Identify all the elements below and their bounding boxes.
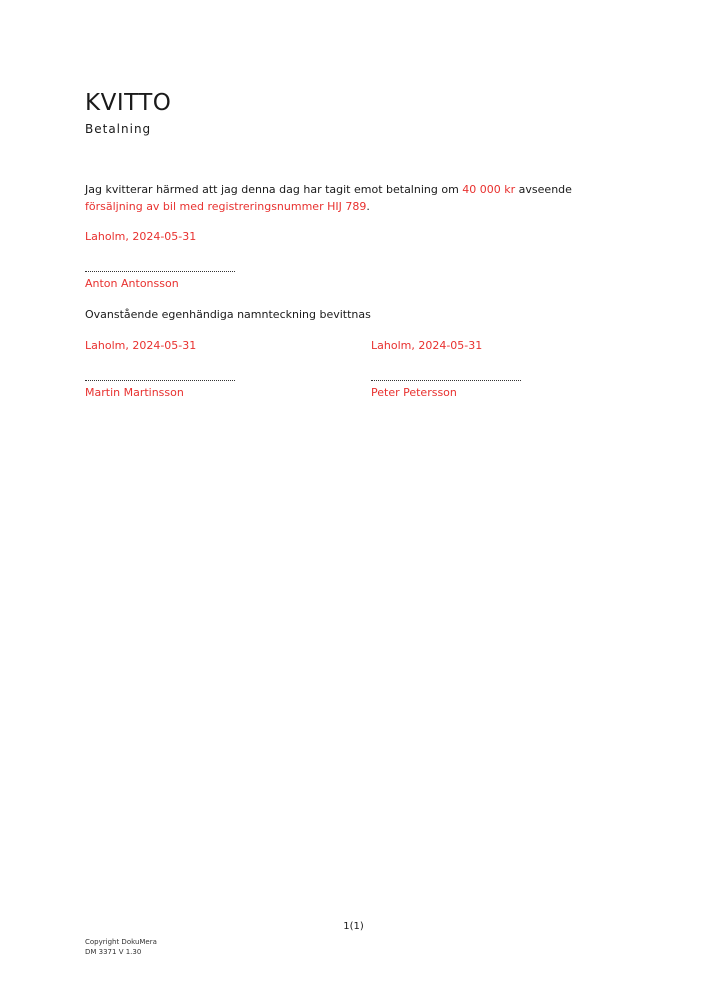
footer [85,937,157,957]
document-subtitle: Betalning [85,122,152,136]
witness-1-signature-line [85,380,235,381]
witness-1-place-date: Laholm, 2024-05-31 [85,339,197,352]
footer-doc-id: DM 3371 V 1.30 [85,948,142,956]
signer-place-date: Laholm, 2024-05-31 [85,230,197,243]
receipt-text-start: Jag kvitterar härmed att jag denna dag har tagit emot betalning om [85,183,463,196]
receipt-subject: försäljning av bil med registreringsnummer HIJ 789 [85,200,367,213]
signer-name: Anton Antonsson [85,277,179,290]
receipt-text-middle: avseende [515,183,572,196]
receipt-end-punct: . [366,200,370,213]
document-title: KVITTO [85,90,172,116]
page-number: 1(1) [343,921,364,932]
witness-2-signature-line [371,380,521,381]
footer-copyright: Copyright DokuMera [85,938,157,946]
witness-statement: Ovanstående egenhändiga namnteckning bevittnas [85,308,371,321]
receipt-amount: 40 000 kr [462,183,516,196]
witness-2-place-date: Laholm, 2024-05-31 [371,339,483,352]
signer-signature-line [85,271,235,272]
receipt-statement [85,181,605,215]
witness-1-name: Martin Martinsson [85,386,184,399]
witness-2-name: Peter Petersson [371,386,457,399]
